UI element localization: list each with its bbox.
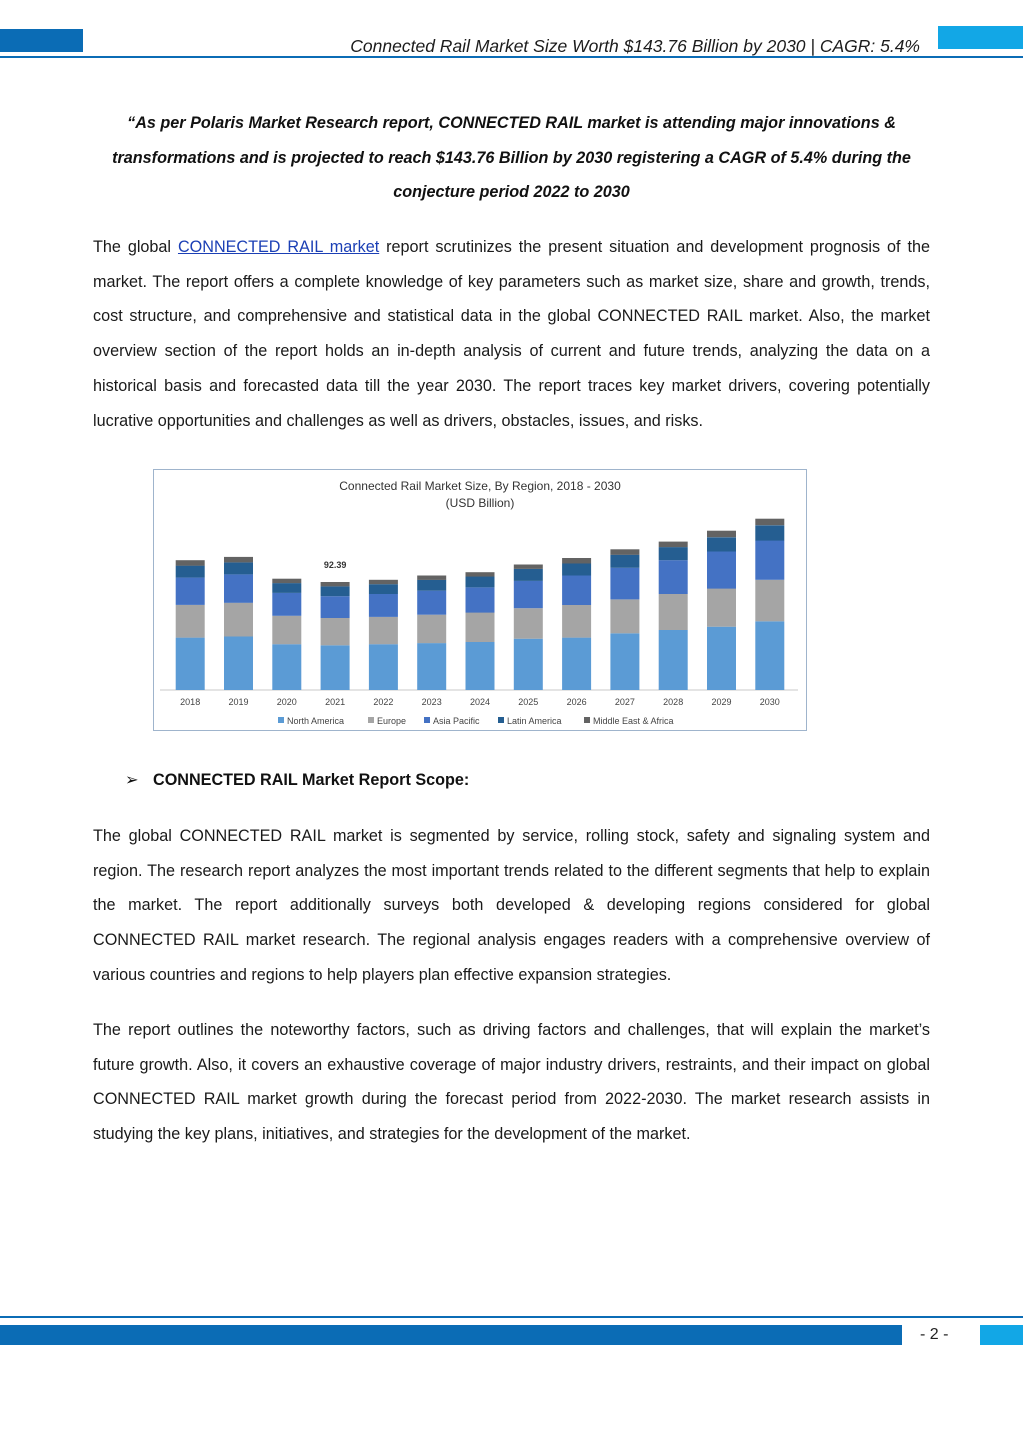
bar-segment xyxy=(272,644,301,690)
bar-segment xyxy=(176,560,205,566)
x-tick-label: 2020 xyxy=(276,697,297,707)
x-tick-label: 2025 xyxy=(518,697,539,707)
bar-segment xyxy=(466,577,495,588)
x-tick-label: 2029 xyxy=(711,697,732,707)
intro-body: report scrutinizes the present situation and development prognosis of the market. The report offers a complete knowledge of key parameters such as market size, share and growth, trends, cost structure, and comprehensive and statistical data in the global CONNECTED RAIL market. Also, the market overview section of the report holds an in-depth analysis of current and future trends, analyzing the data on a historical basis and forecasted data till the year 2030. The report traces key market drivers, covering potentially lucrative opportunities and challenges as well as drivers, obstacles, issues, and risks. xyxy=(93,238,930,430)
bar-segment xyxy=(755,621,784,690)
x-tick-label: 2024 xyxy=(469,697,491,707)
bar-segment xyxy=(610,549,639,555)
bar-segment xyxy=(224,557,253,563)
bar-segment xyxy=(659,560,688,594)
intro-paragraph xyxy=(93,230,930,438)
bar-segment xyxy=(224,603,253,637)
intro-prefix: The global xyxy=(93,238,178,256)
bar-segment xyxy=(466,588,495,613)
bar-segment xyxy=(369,580,398,584)
scope-paragraph: The global CONNECTED RAIL market is segmented by service, rolling stock, safety and signaling system and region. The research report analyzes the most important trends related to the different segments that help to explain the market. The report additionally surveys both developed & developing regions considered for global CONNECTED RAIL market research. The regional analysis engages readers with a comprehensive overview of various countries and regions to help players plan effective expansion strategies. xyxy=(93,827,930,984)
legend-swatch xyxy=(368,717,374,723)
bar-segment xyxy=(321,618,350,645)
bar-segment xyxy=(272,579,301,583)
legend-swatch xyxy=(498,717,504,723)
bar-segment xyxy=(707,531,736,538)
bar-segment xyxy=(466,613,495,643)
scope-heading xyxy=(125,770,469,790)
growth-paragraph: The report outlines the noteworthy factors, such as driving factors and challenges, that will explain the market’s future growth. Also, it covers an exhaustive coverage of major industry drivers, restraints, and their impact on global CONNECTED RAIL market growth during the forecast period from 2022-2030. The market research assists in studying the key plans, initiatives, and strategies for the development of the market. xyxy=(93,1021,930,1144)
bar-segment xyxy=(755,519,784,526)
bar-segment xyxy=(176,566,205,578)
legend-label: Asia Pacific xyxy=(433,716,480,726)
footer-rule xyxy=(0,1316,1023,1318)
header-title: Connected Rail Market Size Worth $143.76 Billion by 2030 | CAGR: 5.4% xyxy=(350,36,920,56)
bar-segment xyxy=(514,608,543,639)
legend-swatch xyxy=(424,717,430,723)
bar-segment xyxy=(659,630,688,690)
bar-segment xyxy=(562,558,591,564)
bar-segment xyxy=(755,525,784,540)
bar-segment xyxy=(321,586,350,596)
bar-segment xyxy=(562,576,591,606)
bar-segment xyxy=(417,576,446,580)
x-tick-label: 2021 xyxy=(325,697,346,707)
bar-segment xyxy=(562,605,591,638)
bar-segment xyxy=(466,572,495,576)
bar-segment xyxy=(562,564,591,576)
footer-accent-bar xyxy=(0,1325,902,1345)
bar-segment xyxy=(272,583,301,593)
bar-segment xyxy=(176,578,205,605)
bar-segment xyxy=(755,541,784,580)
header-rule xyxy=(0,56,1023,58)
bar-segment xyxy=(272,616,301,644)
bar-segment xyxy=(707,627,736,690)
x-tick-label: 2022 xyxy=(373,697,394,707)
bar-segment xyxy=(417,591,446,615)
bar-segment xyxy=(610,555,639,568)
market-size-chart xyxy=(153,469,807,731)
legend-swatch xyxy=(278,717,284,723)
x-tick-label: 2026 xyxy=(566,697,587,707)
arrow-bullet-icon: ➢ xyxy=(125,771,139,789)
bar-segment xyxy=(369,644,398,690)
bar-segment xyxy=(176,638,205,690)
legend-label: Europe xyxy=(377,716,407,726)
legend-swatch xyxy=(584,717,590,723)
data-label: 92.39 xyxy=(323,560,347,570)
bar-segment xyxy=(707,537,736,551)
bar-segment xyxy=(562,638,591,690)
bar-segment xyxy=(272,593,301,616)
bar-segment xyxy=(417,643,446,690)
bar-segment xyxy=(224,637,253,691)
chart-canvas xyxy=(154,470,806,730)
bar-segment xyxy=(369,594,398,617)
x-tick-label: 2023 xyxy=(421,697,442,707)
bar-segment xyxy=(514,639,543,690)
bar-segment xyxy=(610,568,639,600)
footer-accent-bar-right xyxy=(980,1325,1023,1345)
header-accent-bar-right xyxy=(938,26,1023,49)
x-tick-label: 2027 xyxy=(614,697,635,707)
legend-label: Middle East & Africa xyxy=(593,716,674,726)
x-tick-label: 2028 xyxy=(663,697,684,707)
connected-rail-market-link[interactable]: CONNECTED RAIL market xyxy=(177,238,380,256)
page-number: - 2 - xyxy=(920,1326,949,1343)
legend-label: North America xyxy=(287,716,345,726)
bar-segment xyxy=(321,645,350,690)
chart-title: Connected Rail Market Size, By Region, 2018 - 2030 xyxy=(339,479,621,493)
bar-segment xyxy=(707,552,736,589)
header-accent-bar-left xyxy=(0,29,83,52)
bar-segment xyxy=(321,582,350,586)
x-tick-label: 2018 xyxy=(180,697,201,707)
legend-label: Latin America xyxy=(507,716,562,726)
bar-segment xyxy=(417,580,446,591)
bar-segment xyxy=(707,589,736,627)
x-tick-label: 2030 xyxy=(759,697,780,707)
bar-segment xyxy=(321,596,350,618)
bar-segment xyxy=(369,617,398,644)
bar-segment xyxy=(369,584,398,594)
bar-segment xyxy=(224,574,253,602)
bar-segment xyxy=(610,600,639,634)
bar-segment xyxy=(466,642,495,690)
bar-segment xyxy=(514,569,543,581)
bar-segment xyxy=(659,542,688,548)
bar-segment xyxy=(610,633,639,690)
bar-segment xyxy=(176,605,205,638)
bar-segment xyxy=(514,581,543,608)
bar-segment xyxy=(755,580,784,622)
bar-segment xyxy=(659,547,688,560)
bar-segment xyxy=(514,565,543,569)
x-tick-label: 2019 xyxy=(228,697,249,707)
scope-heading-text: CONNECTED RAIL Market Report Scope: xyxy=(153,771,470,789)
intro-quote: “As per Polaris Market Research report, CONNECTED RAIL market is attending major innovations & transformations and is projected to reach $143.76 Billion by 2030 registering a CAGR of 5.4% during the conjecture period 2022 to 2030 xyxy=(112,114,911,202)
bar-segment xyxy=(659,594,688,630)
bar-segment xyxy=(417,615,446,643)
bar-segment xyxy=(224,562,253,574)
chart-subtitle: (USD Billion) xyxy=(445,496,515,510)
